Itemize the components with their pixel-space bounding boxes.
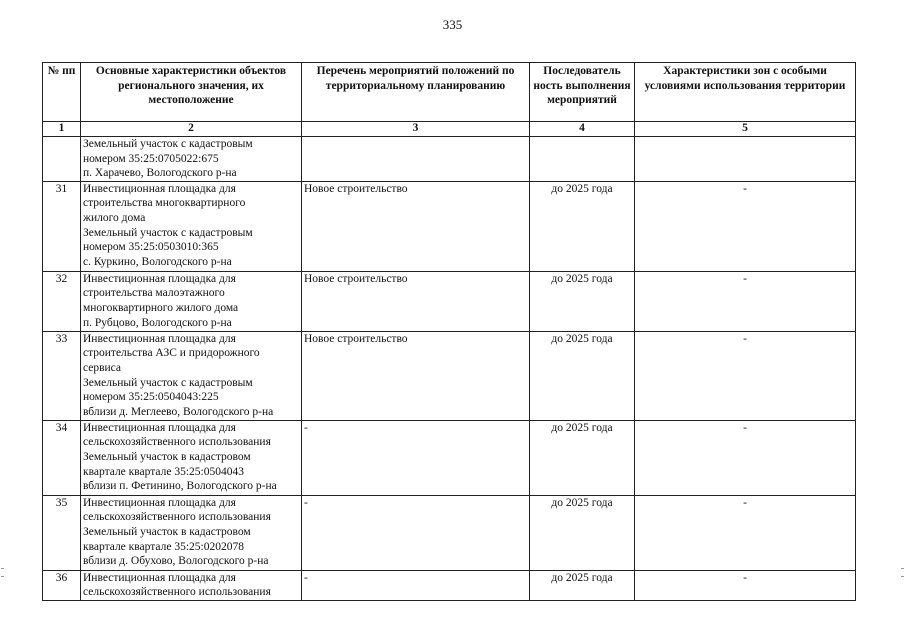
table-header-row [43, 63, 856, 122]
header-events: Перечень мероприятий положений по территориальному планированию [302, 63, 530, 122]
event-list: Новое строительство [302, 181, 530, 271]
sequence-value: до 2025 года [530, 570, 635, 600]
object-description: Земельный участок с кадастровым номером 35:25:0705022:675 п. Харачево, Вологодского р-на [81, 137, 302, 182]
object-description: Инвестиционная площадка для строительства малоэтажного многоквартирного жилого дома п. Рубцово, Вологодского р-на [81, 271, 302, 331]
row-number: 36 [43, 570, 81, 600]
event-list: - [302, 570, 530, 600]
scan-edge-mark [901, 568, 904, 569]
event-list: Новое строительство [302, 271, 530, 331]
sequence-value [530, 137, 635, 182]
zone-characteristics: - [635, 331, 856, 420]
row-number [43, 137, 81, 182]
event-list [302, 137, 530, 182]
event-list: - [302, 495, 530, 570]
table-row [43, 420, 856, 495]
row-number: 34 [43, 420, 81, 495]
column-number: 1 [43, 122, 81, 137]
row-number: 31 [43, 181, 81, 271]
object-description: Инвестиционная площадка для строительства АЗС и придорожного сервиса Земельный участок с кадастровым номером 35:25:0504043:225 вблизи д. Меглеево, Вологодского р-на [81, 331, 302, 420]
row-number: 35 [43, 495, 81, 570]
page-number: 335 [442, 17, 463, 32]
scan-edge-mark [1, 568, 4, 569]
table-row [43, 271, 856, 331]
sequence-value: до 2025 года [530, 495, 635, 570]
object-description: Инвестиционная площадка для сельскохозяйственного использования [81, 570, 302, 600]
table-row [43, 137, 856, 182]
header-zones: Характеристики зон с особыми условиями использования территории [635, 63, 856, 122]
column-number: 5 [635, 122, 856, 137]
event-list: Новое строительство [302, 331, 530, 420]
zone-characteristics: - [635, 271, 856, 331]
scan-edge-mark [1, 576, 4, 577]
sequence-value: до 2025 года [530, 331, 635, 420]
header-object: Основные характеристики объектов регионального значения, их местоположение [81, 63, 302, 122]
scan-edge-mark [901, 576, 904, 577]
zone-characteristics: - [635, 495, 856, 570]
zone-characteristics: - [635, 181, 856, 271]
column-number: 4 [530, 122, 635, 137]
sequence-value: до 2025 года [530, 181, 635, 271]
sequence-value: до 2025 года [530, 271, 635, 331]
row-number: 33 [43, 331, 81, 420]
zone-characteristics [635, 137, 856, 182]
planning-table [42, 62, 856, 601]
row-number: 32 [43, 271, 81, 331]
table-row [43, 570, 856, 600]
object-description: Инвестиционная площадка для сельскохозяйственного использования Земельный участок в кадастровом квартале квартале 35:25:0504043 вблизи п. Фетинино, Вологодского р-на [81, 420, 302, 495]
zone-characteristics: - [635, 420, 856, 495]
zone-characteristics: - [635, 570, 856, 600]
object-description: Инвестиционная площадка для сельскохозяйственного использования Земельный участок в кадастровом квартале квартале 35:25:0202078 вблизи д. Обухово, Вологодского р-на [81, 495, 302, 570]
table-row [43, 495, 856, 570]
table-row [43, 331, 856, 420]
header-sequence: Последователь ность выполнения мероприятий [530, 63, 635, 122]
sequence-value: до 2025 года [530, 420, 635, 495]
header-num: № пп [43, 63, 81, 122]
table-row [43, 181, 856, 271]
event-list: - [302, 420, 530, 495]
object-description: Инвестиционная площадка для строительства многоквартирного жилого дома Земельный участок с кадастровым номером 35:25:0503010:365 с. Куркино, Вологодского р-на [81, 181, 302, 271]
column-number: 2 [81, 122, 302, 137]
column-number-row [43, 122, 856, 137]
column-number: 3 [302, 122, 530, 137]
